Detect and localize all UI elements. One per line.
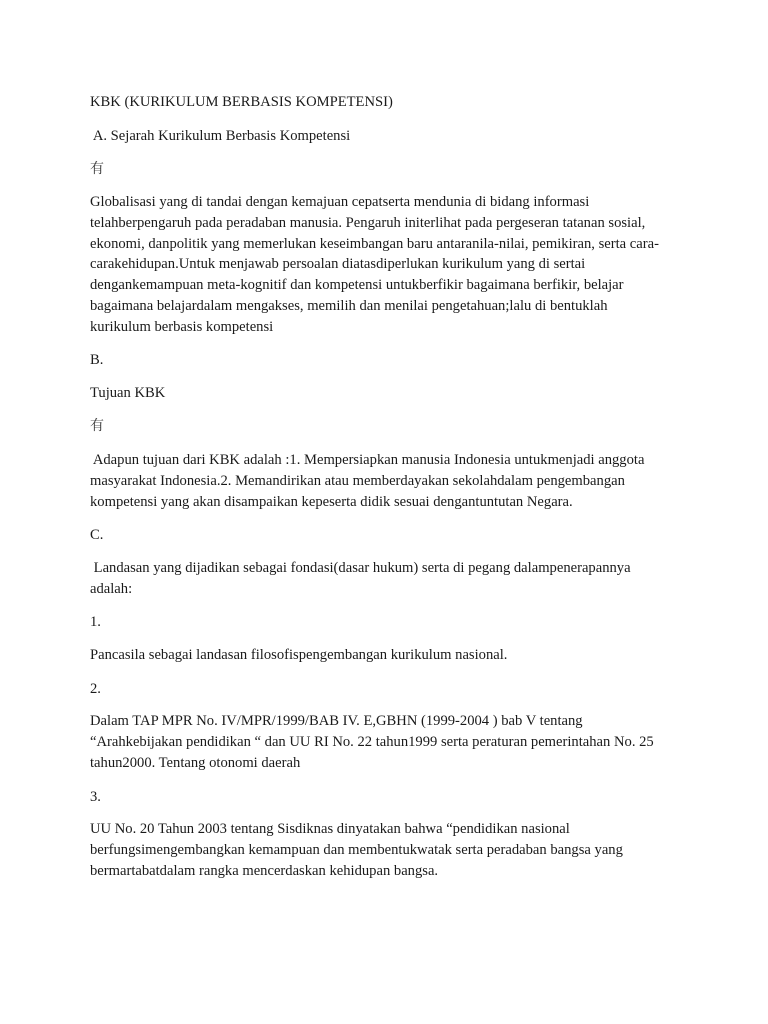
cjk-character-mark: 有 [90,161,104,177]
paragraph-line: adalah: [90,580,133,597]
paragraph-goals [90,450,690,512]
list-item-2-text [90,711,690,773]
paragraph-line: Globalisasi yang di tandai dengan kemajuan cepatserta mendunia di bidang informasi [90,194,590,210]
paragraph-line: berfungsimengembangkan kemampuan dan membentukwatak serta peradaban bangsa yang [90,841,623,858]
paragraph-line: Landasan yang dijadikan sebagai fondasi(dasar hukum) serta di pegang dalampenerapannya [90,560,631,576]
paragraph-line: tahun2000. Tentang otonomi daerah [90,754,301,771]
paragraph-line: UU No. 20 Tahun 2003 tentang Sisdiknas dinyatakan bahwa “pendidikan nasional [90,821,570,837]
paragraph-line: bermartabatdalam rangka mencerdaskan kehidupan bangsa. [90,862,439,879]
section-b-heading: Tujuan KBK [90,385,166,401]
paragraph-history [90,192,690,338]
section-a-heading: A. Sejarah Kurikulum Berbasis Kompetensi [90,128,351,144]
paragraph-foundation [90,558,690,600]
paragraph-line: Adapun tujuan dari KBK adalah :1. Mempersiapkan manusia Indonesia untukmenjadi anggota [90,452,645,468]
paragraph-line: kompetensi yang akan disampaikan kepeserta didik sesuai dengantuntutan Negara. [90,493,573,510]
list-item-1-text: Pancasila sebagai landasan filosofispengembangan kurikulum nasional. [90,647,508,663]
section-b-label: B. [90,352,104,368]
paragraph-line: “Arahkebijakan pendidikan “ dan UU RI No. 22 tahun1999 serta peraturan pemerintahan No. 25 [90,733,654,750]
paragraph-line: dengankemampuan meta-kognitif dan kompetensi untukberfikir bagaimana berfikir, belajar [90,277,624,294]
paragraph-line: Dalam TAP MPR No. IV/MPR/1999/BAB IV. E,GBHN (1999-2004 ) bab V tentang [90,713,583,729]
list-item-1-label: 1. [90,614,101,630]
cjk-character-mark: 有 [90,418,104,434]
paragraph-line: ekonomi, danpolitik yang memerlukan keseimbangan baru antaranila-nilai, pemikiran, serta cara- [90,235,659,252]
list-item-3-text [90,819,690,881]
paragraph-line: carakehidupan.Untuk menjawab persoalan diatasdiperlukan kurikulum yang di sertai [90,256,586,273]
paragraph-line: masyarakat Indonesia.2. Memandirikan atau memberdayakan sekolahdalam pengembangan [90,472,625,489]
paragraph-line: kurikulum berbasis kompetensi [90,318,274,335]
paragraph-line: telahberpengaruh pada peradaban manusia. Pengaruh initerlihat pada pergeseran tatanan sosial, [90,214,646,231]
document-title: KBK (KURIKULUM BERBASIS KOMPETENSI) [90,94,393,110]
list-item-3-label: 3. [90,789,101,805]
list-item-2-label: 2. [90,681,101,697]
section-c-label: C. [90,527,104,543]
paragraph-line: bagaimana belajardalam mengakses, memilih dan menilai pengetahuan;lalu di bentuklah [90,297,608,314]
